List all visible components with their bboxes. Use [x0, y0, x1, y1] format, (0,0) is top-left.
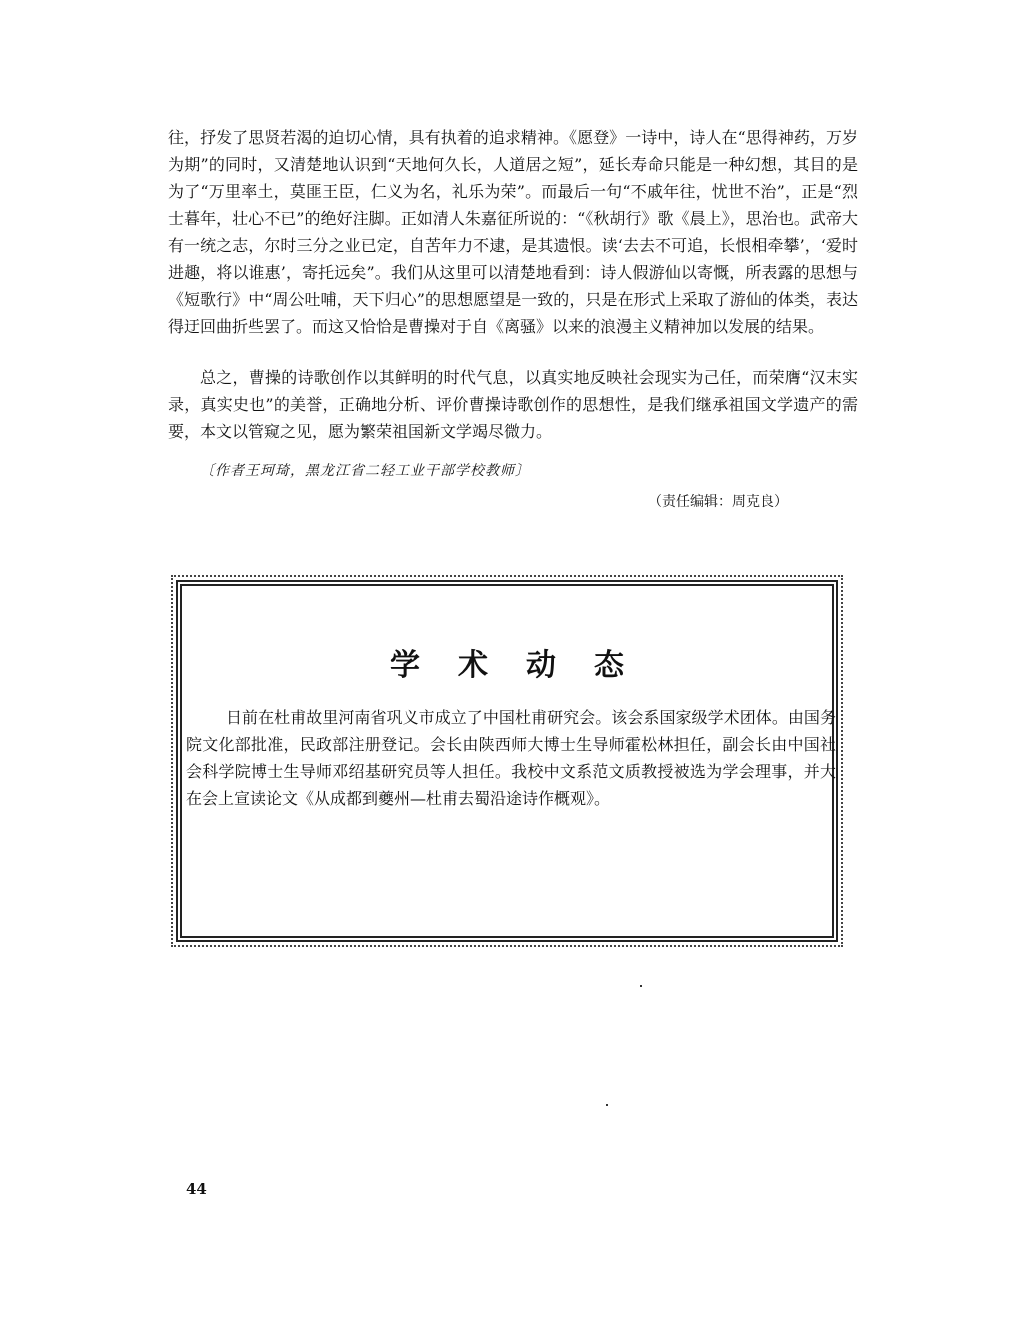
scan-speck: [640, 985, 642, 987]
editor-note: （责任编辑：周克良）: [648, 494, 788, 510]
article-paragraph: 往，抒发了思贤若渴的迫切心情，具有执着的追求精神。《愿登》一诗中，诗人在“思得神药，万岁为期”的同时，又清楚地认识到“天地何久长，人道居之短”，延长寿命只能是一种幻想，其目的是为了“万里率土，莫匪王臣，仁义为名，礼乐为荣”。而最后一句“不戚年往，忧世不治”，正是“烈士暮年，壮心不已”的绝好注脚。正如清人朱嘉征所说的：“《秋胡行》歌《晨上》，思治也。武帝大有一统之志，尔时三分之业已定，自苦年力不逮，是其遗恨。读‘去去不可追，长恨相牵攀’，‘爱时进趣，将以谁惠’，寄托远矣”。我们从这里可以清楚地看到：诗人假游仙以寄慨，所表露的思想与《短歌行》中“周公吐哺，天下归心”的思想愿望是一致的，只是在形式上采取了游仙的体类，表达得迂回曲折些罢了。而这又恰恰是曹操对于自《离骚》以来的浪漫主义精神加以发展的结果。: [168, 128, 858, 336]
article-paragraph: 总之，曹操的诗歌创作以其鲜明的时代气息，以真实地反映社会现实为己任，而荣膺“汉末实录，真实史也”的美誉，正确地分析、评价曹操诗歌创作的思想性，是我们继承祖国文学遗产的需要，本文以管窥之见，愿为繁荣祖国新文学竭尽微力。: [168, 368, 858, 441]
academic-news-box: [176, 580, 838, 942]
news-box-text: 日前在杜甫故里河南省巩义市成立了中国杜甫研究会。该会系国家级学术团体。由国务院文化部批准，民政部注册登记。会长由陕西师大博士生导师霍松林担任，副会长由中国社会科学院博士生导师邓绍基研究员等人担任。我校中文系范文质教授被选为学会理事，并大在会上宣读论文《从成都到夔州—杜甫去蜀沿途诗作概观》。: [186, 708, 836, 808]
author-note: 〔作者王珂琦，黑龙江省二轻工业干部学校教师〕: [200, 463, 530, 479]
page-number: 44: [186, 1180, 207, 1198]
news-box-title: 学术动态: [390, 648, 662, 683]
scan-speck: [606, 1104, 608, 1106]
